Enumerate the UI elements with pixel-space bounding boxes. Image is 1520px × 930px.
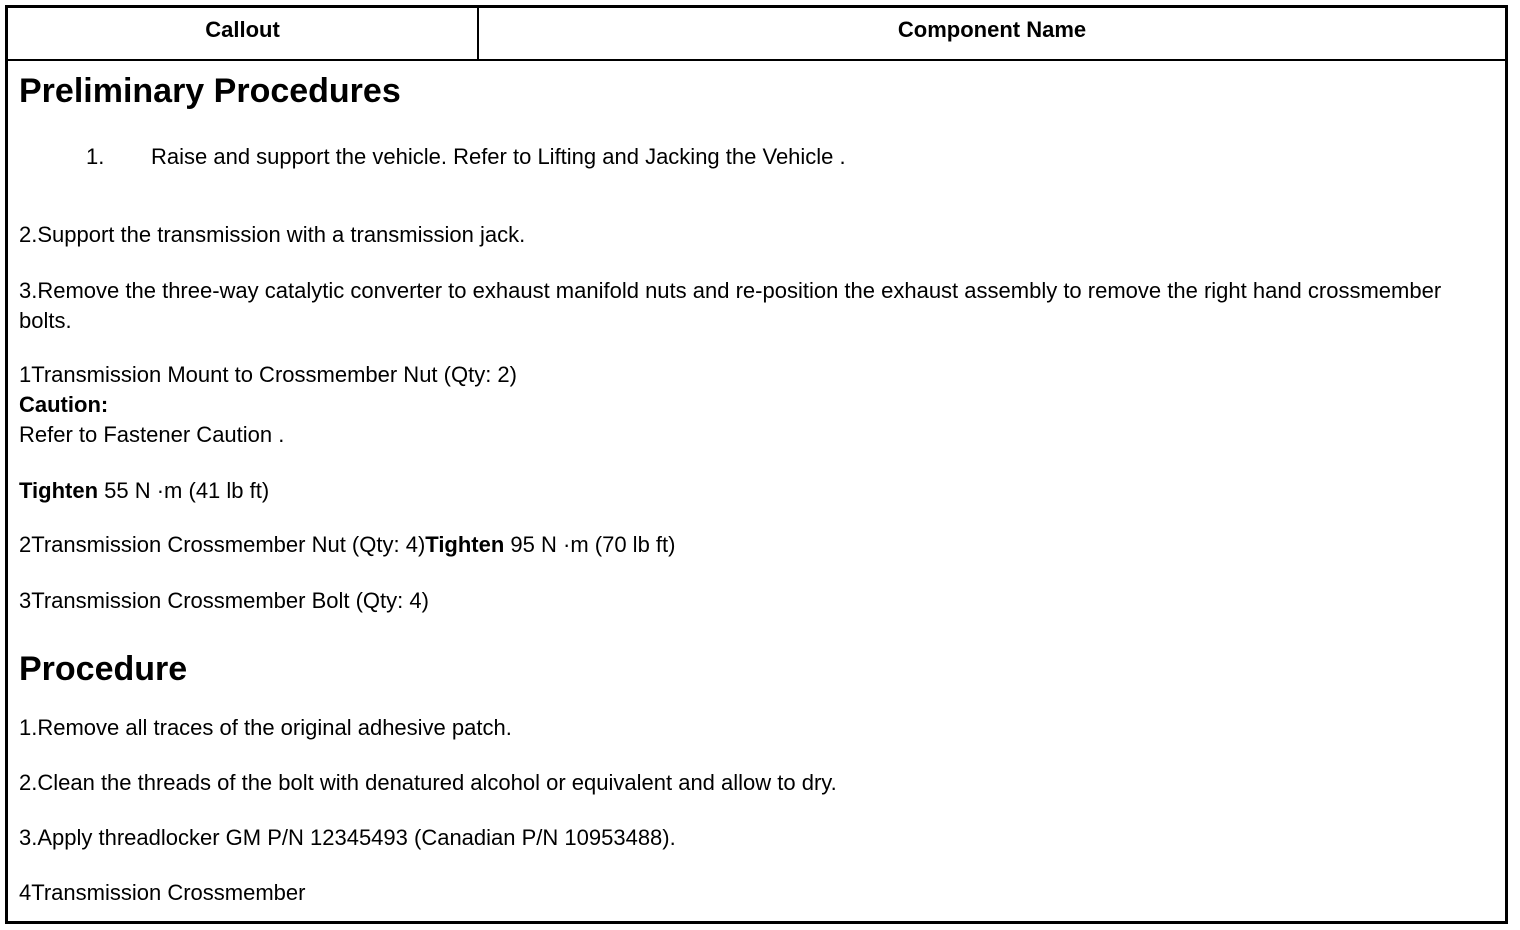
caution-text: Refer to Fastener Caution .	[19, 422, 285, 447]
procedure-table	[5, 5, 1508, 924]
tighten-label: Tighten	[425, 532, 505, 557]
preliminary-step-1	[8, 142, 1505, 172]
preliminary-step-2: 2.Support the transmission with a transmission jack.	[19, 222, 526, 247]
preliminary-procedures-heading: Preliminary Procedures	[19, 72, 401, 110]
step-number: 1.	[86, 144, 105, 169]
callout-column-header: Callout	[8, 8, 479, 59]
procedure-step-3: 3.Apply threadlocker GM P/N 12345493 (Canadian P/N 10953488).	[19, 825, 676, 850]
step-text: Raise and support the vehicle. Refer to Lifting and Jacking the Vehicle .	[151, 144, 846, 169]
callout-2	[19, 530, 675, 560]
callout-4-name: 4Transmission Crossmember	[19, 880, 306, 905]
preliminary-step-3: 3.Remove the three-way catalytic converter to exhaust manifold nuts and re-position the exhaust assembly to remove the right hand crossmember bolts.	[19, 278, 1442, 333]
procedure-heading: Procedure	[19, 650, 188, 688]
torque-value: 55 N ·m (41 lb ft)	[98, 478, 270, 503]
procedure-step-2: 2.Clean the threads of the bolt with denatured alcohol or equivalent and allow to dry.	[19, 770, 837, 795]
procedure-step-1: 1.Remove all traces of the original adhesive patch.	[19, 715, 512, 740]
torque-value: 95 N ·m (70 lb ft)	[504, 532, 676, 557]
caution-label: Caution:	[19, 392, 109, 417]
callout-2-name: 2Transmission Crossmember Nut (Qty: 4)	[19, 532, 426, 557]
component-name-column-header: Component Name	[897, 17, 1087, 42]
tighten-label: Tighten	[19, 478, 99, 503]
table-header-row	[8, 8, 1505, 61]
callout-3-name: 3Transmission Crossmember Bolt (Qty: 4)	[19, 588, 429, 613]
callout-1-name: 1Transmission Mount to Crossmember Nut (Qty: 2)	[19, 362, 517, 387]
callout-1-torque	[19, 476, 269, 506]
